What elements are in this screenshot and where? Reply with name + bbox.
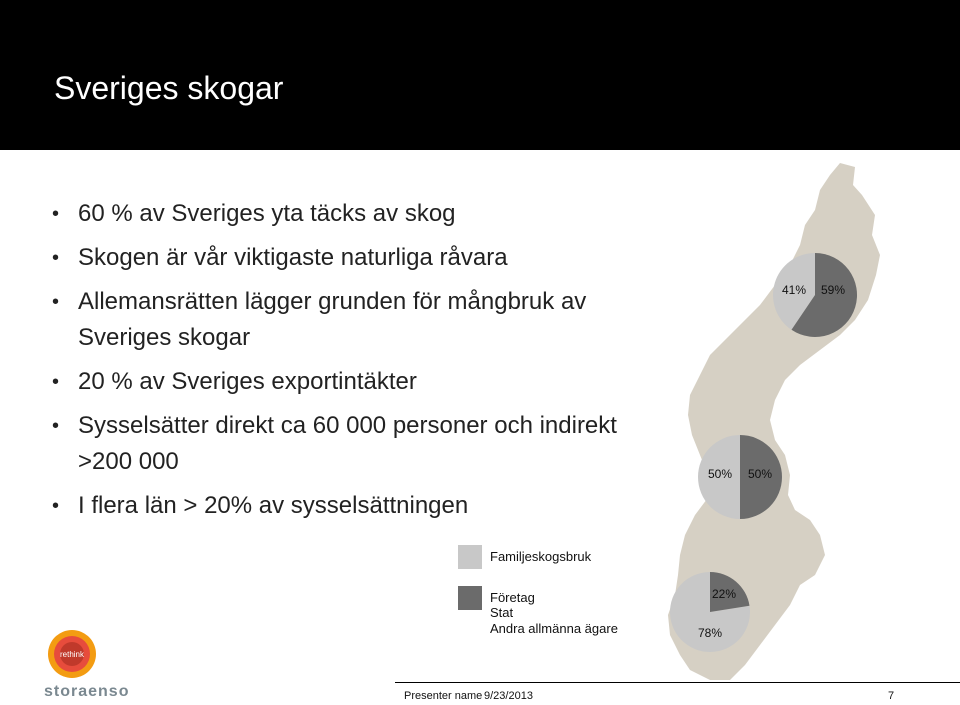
bullet-item: • 20 % av Sveriges exportintäkter <box>52 364 652 400</box>
footer-presenter: Presenter name <box>404 690 483 702</box>
legend-label-light: Familjeskogsbruk <box>490 549 592 564</box>
legend-label-dark-1: Stat <box>490 605 514 620</box>
legend-label-dark-0: Företag <box>490 590 535 605</box>
storaenso-logo: storaenso <box>44 683 130 700</box>
pie-middle-label-dark: 50% <box>748 467 773 481</box>
footer-date: 9/23/2013 <box>484 690 533 702</box>
footer-page-number: 7 <box>888 690 895 702</box>
pie-north <box>773 253 857 337</box>
legend-swatch-light <box>458 545 482 569</box>
pie-south-label-dark: 22% <box>712 587 737 601</box>
legend-label-dark-2: Andra allmänna ägare <box>490 621 618 636</box>
bullet-item: • Allemansrätten lägger grunden för mångbruk av Sveriges skogar <box>52 284 652 356</box>
legend-swatch-dark <box>458 586 482 610</box>
sweden-map <box>650 155 890 685</box>
bullet-item: • I flera län > 20% av sysselsättningen <box>52 488 652 524</box>
pie-middle <box>698 435 782 519</box>
bullet-item: • Skogen är vår viktigaste naturliga råvara <box>52 240 652 276</box>
footer-divider <box>395 682 960 683</box>
bullet-item: • 60 % av Sveriges yta täcks av skog <box>52 196 652 232</box>
pie-north-label-light: 41% <box>782 283 807 297</box>
pie-south <box>670 572 750 652</box>
slide-title: Sveriges skogar <box>54 70 284 106</box>
bullet-item: • Sysselsätter direkt ca 60 000 personer och indirekt >200 000 <box>52 408 652 480</box>
pie-middle-label-light: 50% <box>708 467 733 481</box>
pie-north-label-dark: 59% <box>821 283 846 297</box>
pie-south-label-light: 78% <box>698 626 723 640</box>
bullet-list <box>52 196 652 532</box>
rethink-badge-icon <box>36 624 108 684</box>
badge-text: rethink <box>59 650 85 659</box>
